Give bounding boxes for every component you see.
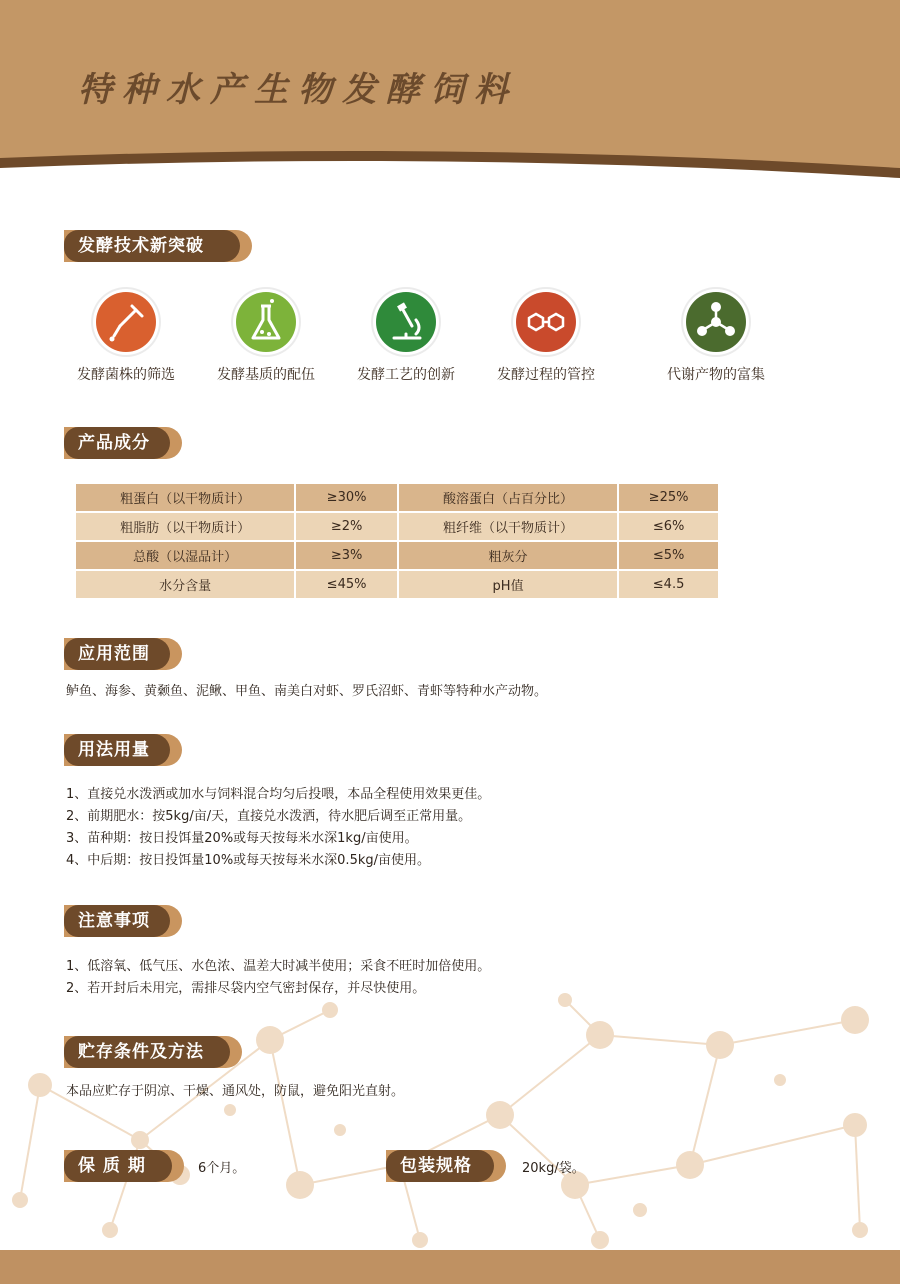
table-row [75, 570, 719, 599]
notes-list [66, 956, 490, 1000]
section-title-usage: 用法用量 [64, 734, 170, 766]
footer-band [0, 1250, 900, 1284]
section-title-shelf-life: 保 质 期 [64, 1150, 172, 1182]
table-row [75, 483, 719, 512]
table-cell: ≥30% [295, 483, 398, 512]
usage-list [66, 784, 490, 872]
table-cell: ≥25% [618, 483, 719, 512]
flask-icon [236, 292, 296, 352]
section-header-tech [64, 230, 240, 262]
notes-line: 2、若开封后未用完，需排尽袋内空气密封保存，并尽快使用。 [66, 981, 426, 996]
table-cell: 粗脂肪（以干物质计） [75, 512, 295, 541]
section-header-storage [64, 1036, 230, 1068]
package-value: 20kg/袋。 [522, 1161, 585, 1176]
microscope-icon [376, 292, 436, 352]
usage-line: 3、苗种期：按日投饵量20%或每天按每米水深1kg/亩使用。 [66, 831, 418, 846]
feature-label: 发酵菌株的筛选 [77, 367, 175, 383]
section-header-package [386, 1150, 494, 1182]
section-header-shelf-life [64, 1150, 172, 1182]
table-row [75, 512, 719, 541]
usage-line: 4、中后期：按日投饵量10%或每天按每米水深0.5kg/亩使用。 [66, 853, 431, 868]
table-cell: 酸溶蛋白（占百分比） [398, 483, 618, 512]
table-cell: ≤4.5 [618, 570, 719, 599]
feature-label: 发酵基质的配伍 [217, 367, 315, 383]
usage-line: 1、直接兑水泼洒或加水与饲料混合均匀后投喂，本品全程使用效果更佳。 [66, 787, 491, 802]
feature-label: 发酵过程的管控 [497, 367, 595, 383]
section-header-composition [64, 427, 170, 459]
feature-label: 代谢产物的富集 [667, 367, 765, 383]
section-header-usage [64, 734, 170, 766]
table-cell: ≤45% [295, 570, 398, 599]
feature-item-metabolite [631, 292, 801, 384]
application-text: 鲈鱼、海参、黄颡鱼、泥鳅、甲鱼、南美白对虾、罗氏沼虾、青虾等特种水产动物。 [66, 684, 548, 699]
section-title-notes: 注意事项 [64, 905, 170, 937]
table-cell: ≤6% [618, 512, 719, 541]
usage-line: 2、前期肥水：按5kg/亩/天，直接兑水泼洒，待水肥后调至正常用量。 [66, 809, 472, 824]
feature-label: 发酵工艺的创新 [357, 367, 455, 383]
notes-line: 1、低溶氧、低气压、水色浓、温差大时减半使用；采食不旺时加倍使用。 [66, 959, 491, 974]
table-cell: 粗蛋白（以干物质计） [75, 483, 295, 512]
table-cell: 粗纤维（以干物质计） [398, 512, 618, 541]
table-cell: pH值 [398, 570, 618, 599]
section-title-composition: 产品成分 [64, 427, 170, 459]
section-title-storage: 贮存条件及方法 [64, 1036, 230, 1068]
section-header-notes [64, 905, 170, 937]
table-cell: ≥2% [295, 512, 398, 541]
table-cell: 总酸（以湿品计） [75, 541, 295, 570]
feature-icon-row [0, 292, 900, 392]
atom-network-icon [686, 292, 746, 352]
dropper-icon [96, 292, 156, 352]
storage-text: 本品应贮存于阴凉、干燥、通风处，防鼠，避免阳光直射。 [66, 1084, 405, 1099]
table-cell: ≤5% [618, 541, 719, 570]
table-cell: 粗灰分 [398, 541, 618, 570]
section-title-package: 包装规格 [386, 1150, 494, 1182]
composition-table [74, 482, 720, 600]
shelf-life-value: 6个月。 [198, 1161, 246, 1176]
feature-item-control [461, 292, 631, 384]
molecule-rings-icon [516, 292, 576, 352]
section-header-application [64, 638, 170, 670]
table-cell: ≥3% [295, 541, 398, 570]
page-title: 特种水产生物发酵饲料 [78, 70, 518, 110]
table-row [75, 541, 719, 570]
section-title-application: 应用范围 [64, 638, 170, 670]
table-cell: 水分含量 [75, 570, 295, 599]
section-title-tech: 发酵技术新突破 [64, 230, 240, 262]
